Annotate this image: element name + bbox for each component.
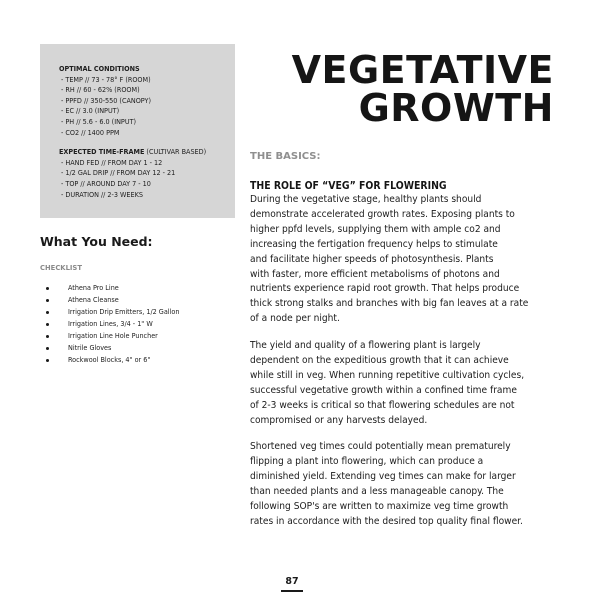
paragraph-line: The yield and quality of a flowering plant is largely — [250, 340, 481, 351]
page-title — [291, 48, 554, 130]
timeframe-item: - DURATION // 2-3 WEEKS — [61, 189, 143, 199]
paragraph-line: and facilitate higher speeds of photosynthesis. Plants — [250, 253, 494, 265]
paragraph-line: flipping a plant into flowering, which can produce a — [250, 455, 484, 467]
condition-item: - PH // 5.6 - 6.0 (INPUT) — [61, 116, 137, 126]
paragraph-line: dependent on the expeditious growth that it can achieve — [250, 354, 509, 366]
optimal-conditions-heading: OPTIMAL CONDITIONS — [59, 64, 140, 73]
timeframe-item: - TOP // AROUND DAY 7 - 10 — [61, 178, 151, 188]
checklist-item: Irrigation Lines, 3/4 - 1" W — [44, 318, 179, 330]
condition-item: - PPFD // 350-550 (CANOPY) — [61, 95, 152, 105]
paragraph-line: compromised or any harvests delayed. — [250, 414, 428, 426]
paragraph-2 — [250, 339, 555, 428]
basics-label: THE BASICS: — [250, 151, 321, 162]
timeframe-heading-text: EXPECTED TIME-FRAME — [59, 147, 145, 157]
paragraph-line: thick strong stalks and branches with big fan leaves at a rate — [250, 298, 529, 310]
page-title-line-1: VEGETATIVE — [291, 48, 554, 92]
condition-item: - RH // 60 - 62% (ROOM) — [61, 85, 140, 95]
paragraph-1 — [250, 193, 555, 327]
checklist-item: Athena Cleanse — [44, 294, 179, 306]
page-number: 87 — [285, 576, 299, 587]
paragraph-line: while still in veg. When running repetitive cultivation cycles, — [250, 369, 525, 381]
paragraph-line: demonstrate accelerated growth rates. Exposing plants to — [250, 208, 515, 220]
checklist-item: Irrigation Line Hole Puncher — [44, 330, 179, 342]
paragraph-line: increasing the fertigation frequency helps to stimulate — [250, 238, 498, 250]
paragraph-line: During the vegetative stage, healthy plants should — [250, 194, 482, 205]
timeframe-list — [59, 158, 235, 200]
page-number-underline — [281, 590, 303, 592]
checklist-label: CHECKLIST — [40, 264, 82, 272]
timeframe-heading — [59, 147, 235, 158]
paragraph-line: higher ppfd levels, supplying them with ample co2 and — [250, 223, 501, 235]
checklist-item: Athena Pro Line — [44, 282, 179, 294]
paragraph-line: than needed plants and a less manageable canopy. The — [250, 485, 504, 497]
paragraph-line: diminished yield. Extending veg times can make for larger — [250, 470, 516, 482]
condition-item: - TEMP // 73 - 78° F (ROOM) — [61, 74, 151, 84]
checklist — [44, 282, 179, 366]
paragraph-line: successful vegetative growth within a confined time frame — [250, 384, 517, 396]
paragraph-line: of 2-3 weeks is critical so that flowering schedules are not — [250, 399, 515, 411]
paragraph-3 — [250, 440, 555, 529]
optimal-conditions-list — [59, 75, 235, 139]
section-heading: THE ROLE OF “VEG” FOR FLOWERING — [250, 180, 447, 192]
condition-item: - CO2 // 1400 PPM — [61, 127, 120, 137]
checklist-item: Nitrile Gloves — [44, 342, 179, 354]
checklist-item: Irrigation Drip Emitters, 1/2 Gallon — [44, 306, 179, 318]
timeframe-item: - 1/2 GAL DRIP // FROM DAY 12 - 21 — [61, 168, 176, 178]
what-you-need-heading: What You Need: — [40, 234, 153, 249]
condition-item: - EC // 3.0 (INPUT) — [61, 106, 120, 116]
conditions-box — [40, 44, 235, 218]
paragraph-line: of a node per night. — [250, 313, 340, 325]
timeframe-item: - HAND FED // FROM DAY 1 - 12 — [61, 157, 163, 167]
paragraph-line: with faster, more efficient metabolisms of photons and — [250, 268, 500, 280]
timeframe-heading-note: (CULTIVAR BASED) — [144, 147, 207, 157]
paragraph-line: rates in accordance with the desired top quality final flower. — [250, 515, 523, 527]
paragraph-line: following SOP's are written to maximize veg time growth — [250, 500, 509, 512]
page-title-line-2: GROWTH — [358, 86, 554, 130]
box-spacer — [59, 138, 235, 147]
checklist-item: Rockwool Blocks, 4" or 6" — [44, 354, 179, 366]
paragraph-line: nutrients experience rapid root growth. That helps produce — [250, 283, 520, 295]
paragraph-line: Shortened veg times could potentially mean prematurely — [250, 441, 511, 452]
